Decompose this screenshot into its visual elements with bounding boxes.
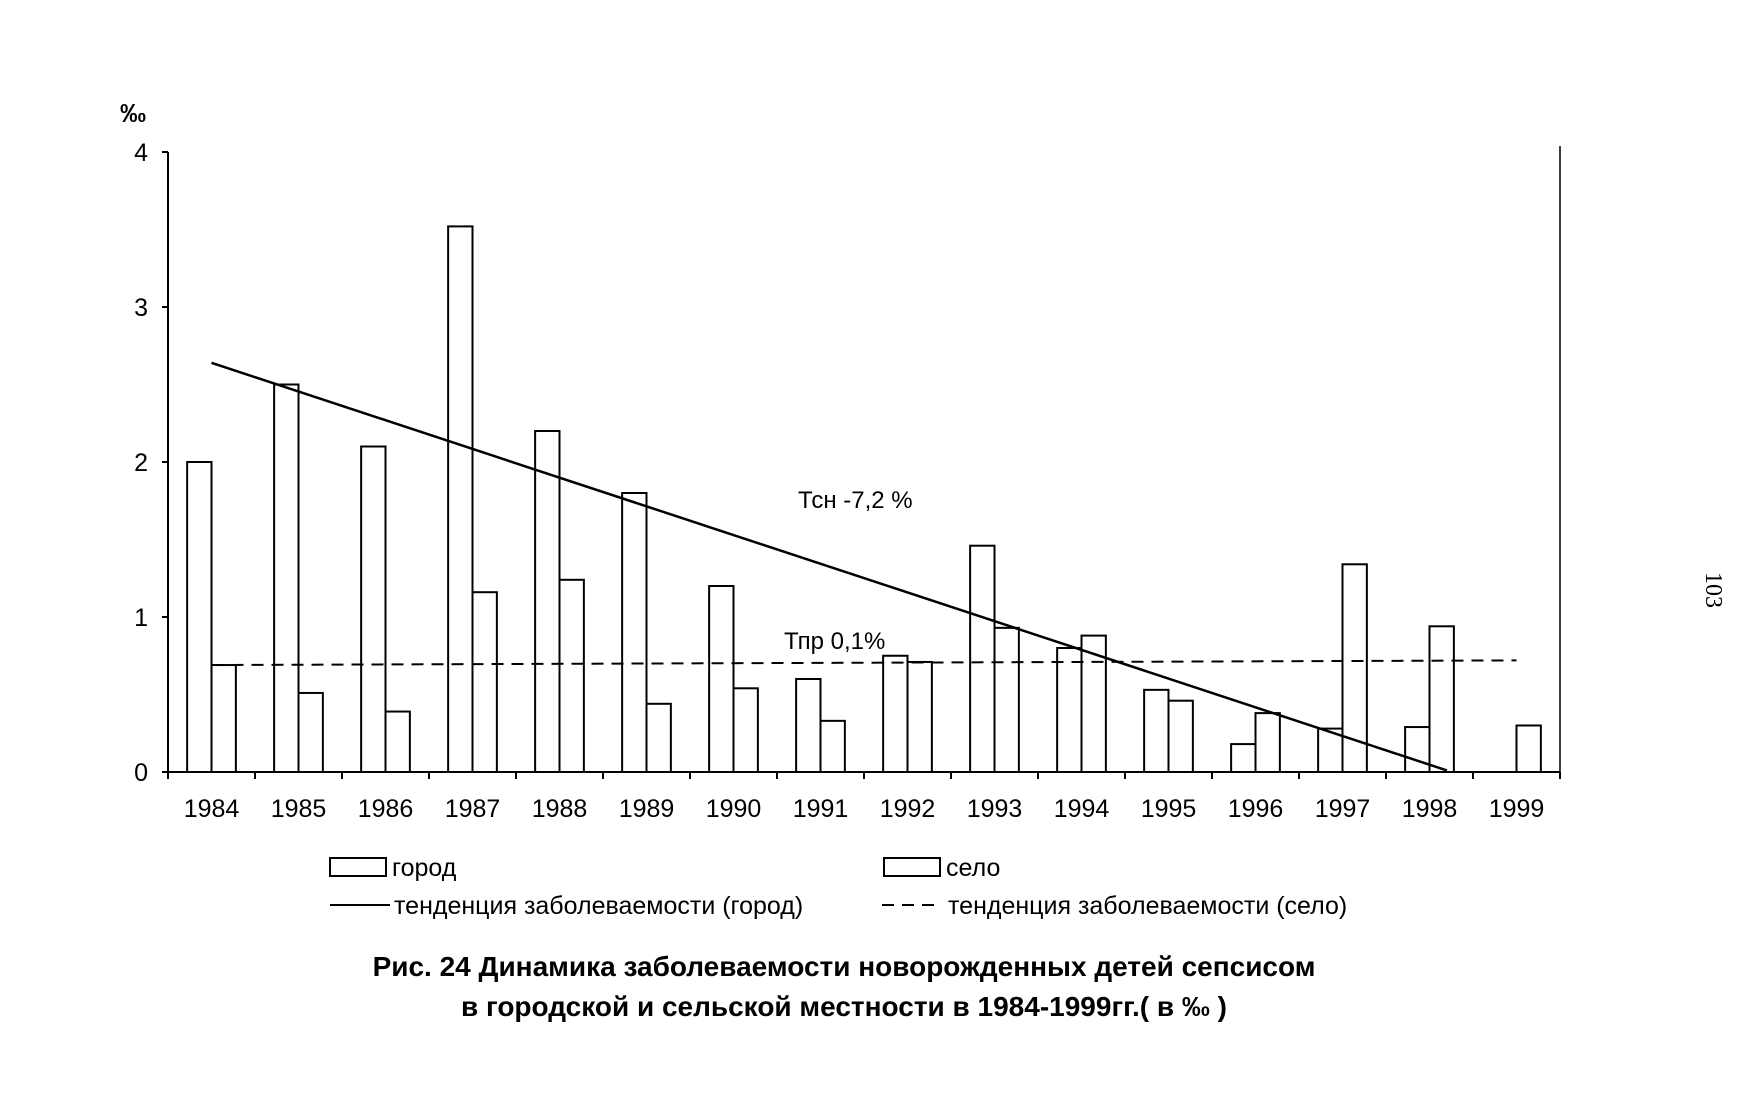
x-tick-label: 1987 xyxy=(444,795,501,823)
page-number: 103 xyxy=(1700,572,1726,608)
y-tick-label: 0 xyxy=(134,759,148,787)
x-tick-label: 1998 xyxy=(1401,795,1458,823)
bar-village-1988 xyxy=(560,580,584,772)
bar-city-1993 xyxy=(970,546,994,772)
x-tick-label: 1984 xyxy=(183,795,240,823)
bar-city-1996 xyxy=(1231,744,1255,772)
legend-label-village: село xyxy=(946,854,1001,882)
bar-village-1990 xyxy=(734,688,758,772)
bar-city-1994 xyxy=(1057,648,1081,772)
y-axis-label: ‰ xyxy=(120,98,146,128)
bar-village-1984 xyxy=(212,665,236,772)
bar-city-1990 xyxy=(709,586,733,772)
bar-village-1985 xyxy=(299,693,323,772)
y-tick-label: 4 xyxy=(134,139,148,167)
bar-city-1984 xyxy=(187,462,211,772)
legend-label-city-trend: тенденция заболеваемости (город) xyxy=(394,892,804,920)
y-tick-label: 1 xyxy=(134,604,148,632)
trend-label-village: Тпр 0,1% xyxy=(784,628,886,655)
bar-village-1989 xyxy=(647,704,671,772)
trendlines xyxy=(212,363,1517,771)
x-tick-label: 1990 xyxy=(705,795,762,823)
legend xyxy=(330,854,1347,920)
bar-city-1995 xyxy=(1144,690,1168,772)
trendline-village xyxy=(212,660,1517,665)
x-tick-label: 1992 xyxy=(879,795,936,823)
legend-swatch-city xyxy=(330,858,386,876)
bar-city-1992 xyxy=(883,656,907,772)
x-tick-label: 1991 xyxy=(792,795,849,823)
x-tick-label: 1996 xyxy=(1227,795,1284,823)
bar-village-1996 xyxy=(1256,713,1280,772)
legend-label-village-trend: тенденция заболеваемости (село) xyxy=(948,892,1348,920)
legend-label-city: город xyxy=(392,854,457,882)
caption-line-2: в городской и сельской местности в 1984-1999гг.( в ‰ ) xyxy=(461,991,1227,1022)
x-tick-label: 1988 xyxy=(531,795,588,823)
bar-city-1991 xyxy=(796,679,820,772)
bar-city-1988 xyxy=(535,431,559,772)
legend-swatch-village xyxy=(884,858,940,876)
y-tick-label: 3 xyxy=(134,294,148,322)
x-tick-label: 1986 xyxy=(357,795,414,823)
bar-village-1987 xyxy=(473,592,497,772)
y-tick-label: 2 xyxy=(134,449,148,477)
bar-city-1985 xyxy=(274,385,298,773)
bar-city-1986 xyxy=(361,447,385,773)
bar-village-1991 xyxy=(821,721,845,772)
x-tick-label: 1985 xyxy=(270,795,327,823)
bar-village-1993 xyxy=(995,628,1019,772)
bar-city-1987 xyxy=(448,226,472,772)
bar-village-1995 xyxy=(1169,701,1193,772)
bar-village-1998 xyxy=(1430,626,1454,772)
x-tick-label: 1994 xyxy=(1053,795,1110,823)
x-tick-label: 1995 xyxy=(1140,795,1197,823)
trend-label-city: Тсн -7,2 % xyxy=(798,487,913,514)
bar-city-1989 xyxy=(622,493,646,772)
bar-village-1999 xyxy=(1517,726,1541,773)
x-tick-label: 1999 xyxy=(1488,795,1545,823)
x-tick-label: 1989 xyxy=(618,795,675,823)
bar-city-1998 xyxy=(1405,727,1429,772)
bar-village-1992 xyxy=(908,662,932,772)
trendline-city xyxy=(212,363,1447,771)
bar-village-1986 xyxy=(386,712,410,772)
x-tick-label: 1997 xyxy=(1314,795,1371,823)
x-tick-label: 1993 xyxy=(966,795,1023,823)
caption-line-1: Рис. 24 Динамика заболеваемости новорожденных детей сепсисом xyxy=(372,951,1316,982)
